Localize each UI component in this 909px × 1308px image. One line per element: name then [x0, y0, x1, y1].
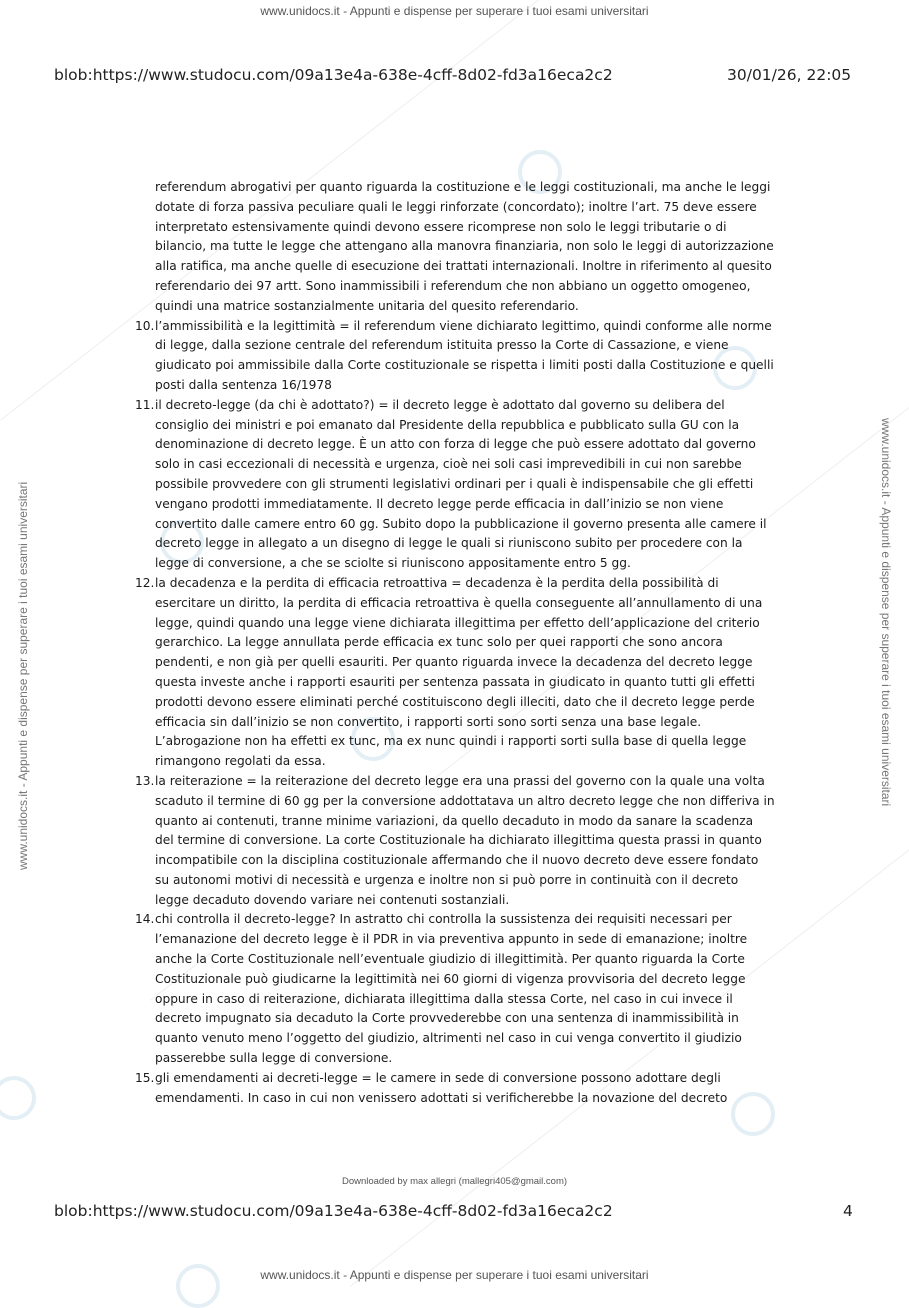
item-text: la reiterazione = la reiterazione del decreto legge era una prassi del governo con la quale una volta scaduto il termine di 60 gg per la conversione addottatava un altro decreto legge che non differiva in quanto ai contenuti, tranne minime variazioni, da quello decaduto in modo da sanare la scadenza del termine di conversione. La corte Costituzionale ha dichiarato illegittima questa prassi in quanto incompatibile con la disciplina costituzionale affermando che il nuovo decreto deve essere fondato su autonomi motivi di necessità e urgenza e inoltre non si può porre in continuità con il decreto legge decaduto dovendo variare nei contenuti sostanziali. — [155, 773, 775, 907]
item-number: 13. — [135, 773, 155, 788]
list-item — [135, 574, 775, 772]
item-number: 12. — [135, 575, 155, 590]
list-item — [135, 910, 775, 1068]
watermark-top: www.unidocs.it - Appunti e dispense per superare i tuoi esami universitari — [260, 4, 649, 18]
downloaded-by-note: Downloaded by max allegri (mallegri405@gmail.com) — [341, 1176, 568, 1187]
document-body — [135, 178, 775, 1108]
watermark-right: www.unidocs.it - Appunti e dispense per superare i tuoi esami universitari — [879, 418, 893, 807]
item-text: l’ammissibilità e la legittimità = il referendum viene dichiarato legittimo, quindi conforme alle norme di legge, dalla sezione centrale del referendum istituita presso la Corte di Cassazione, e viene giudicato poi ammissibile dalla Corte costituzionale se rispetta i limiti posti dalla Costituzione e quelli posti dalla sentenza 16/1978 — [155, 318, 774, 392]
list-item — [135, 1069, 775, 1109]
list-item — [135, 772, 775, 911]
header-url: blob:https://www.studocu.com/09a13e4a-638e-4cff-8d02-fd3a16eca2c2 — [54, 66, 613, 84]
list-item — [135, 317, 775, 396]
watermark-left: www.unidocs.it - Appunti e dispense per superare i tuoi esami universitari — [16, 481, 30, 870]
item-text: la decadenza e la perdita di efficacia retroattiva = decadenza è la perdita della possibilità di esercitare un diritto, la perdita di efficacia retroattiva è quella conseguente all’annullamento di una legge, quindi quando una legge viene dichiarata illegittima per effetto dell’applicazione del criterio gerarchico. La legge annullata perde efficacia ex tunc solo per quei rapporti che sono ancora pendenti, e non già per quelli esauriti. Per quanto riguarda invece la decadenza del decreto legge questa investe anche i rapporti esauriti per sentenza passata in giudicato in quanto tutti gli effetti prodotti devono essere eliminati perché costituiscono degli illeciti, dato che il decreto legge perde efficacia sin dall’inizio se non convertito, i rapporti sorti sono sorti senza una base legale. L’abrogazione non ha effetti ex tunc, ma ex nunc quindi i rapporti sorti sulla base di quella legge rimangono regolati da essa. — [155, 575, 763, 769]
watermark-bottom: www.unidocs.it - Appunti e dispense per superare i tuoi esami universitari — [260, 1268, 649, 1282]
item-number: 15. — [135, 1070, 155, 1085]
footer-url: blob:https://www.studocu.com/09a13e4a-638e-4cff-8d02-fd3a16eca2c2 — [54, 1202, 613, 1220]
item-number: 10. — [135, 318, 155, 333]
item-number: 14. — [135, 912, 155, 927]
item-number: 11. — [135, 397, 155, 412]
list-item — [135, 396, 775, 574]
item-text: gli emendamenti ai decreti-legge = le camere in sede di conversione possono adottare degli emendamenti. In caso in cui non venissero adottati si verificherebbe la novazione del decreto — [155, 1070, 728, 1105]
watermark-logo-icon — [0, 1076, 36, 1120]
header-datetime: 30/01/26, 22:05 — [727, 66, 852, 84]
item-text: il decreto-legge (da chi è adottato?) = il decreto legge è adottato dal governo su delibera del consiglio dei ministri e poi emanato dal Presidente della repubblica e pubblicato sulla GU con la denominazione di decreto legge. È un atto con forza di legge che può essere adottato dal governo solo in casi eccezionali di necessità e urgenza, cioè nei soli casi imprevedibili in cui non sarebbe possibile provvedere con gli strumenti legislativi ordinari per i quali è indispensabile che gli effetti vengano prodotti immediatamente. Il decreto legge perde efficacia in dall’inizio se non viene convertito dalle camere entro 60 gg. Subito dopo la pubblicazione il governo presenta alle camere il decreto legge in allegato a un disegno di legge le quali si riuniscono subito per procedere con la legge di conversione, a che se sciolte si riuniscono appositamente entro 5 gg. — [155, 397, 767, 571]
item-text: chi controlla il decreto-legge? In astratto chi controlla la sussistenza dei requisiti necessari per l’emanazione del decreto legge è il PDR in via preventiva appunto in sede di emanazione; inoltre anche la Corte Costituzionale nell’eventuale giudizio di illegittimità. Per quanto riguarda la Corte Costituzionale può giudicarne la legittimità nei 60 giorni di vigenza provvisoria del decreto legge oppure in caso di reiterazione, dichiarata illegittima dalla stessa Corte, nel caso in cui invece il decreto impugnato sia decaduto la Corte provvederebbe con una sentenza di inammissibilità in quanto venuto meno l’oggetto del giudizio, altrimenti nel caso in cui venga convertito il giudizio passerebbe sulla legge di conversione. — [155, 912, 748, 1066]
intro-paragraph: referendum abrogativi per quanto riguarda la costituzione e le leggi costituzionali, ma anche le leggi dotate di forza passiva peculiare quali le leggi rinforzate (concordato); inoltre l’art. 75 deve essere interpretato estensivamente quindi devono essere ricomprese non solo le leggi tributarie o di bilancio, ma tutte le legge che attengano alla manovra finanziaria, non solo le leggi di autorizzazione alla ratifica, ma anche quelle di esecuzione dei trattati internazionali. Inoltre in riferimento al quesito referendario dei 97 artt. Sono inammissibili i referendum che non abbiano un oggetto omogeneo, quindi una matrice sostanzialmente unitaria del quesito referendario. — [155, 180, 774, 313]
page-number: 4 — [843, 1202, 853, 1220]
